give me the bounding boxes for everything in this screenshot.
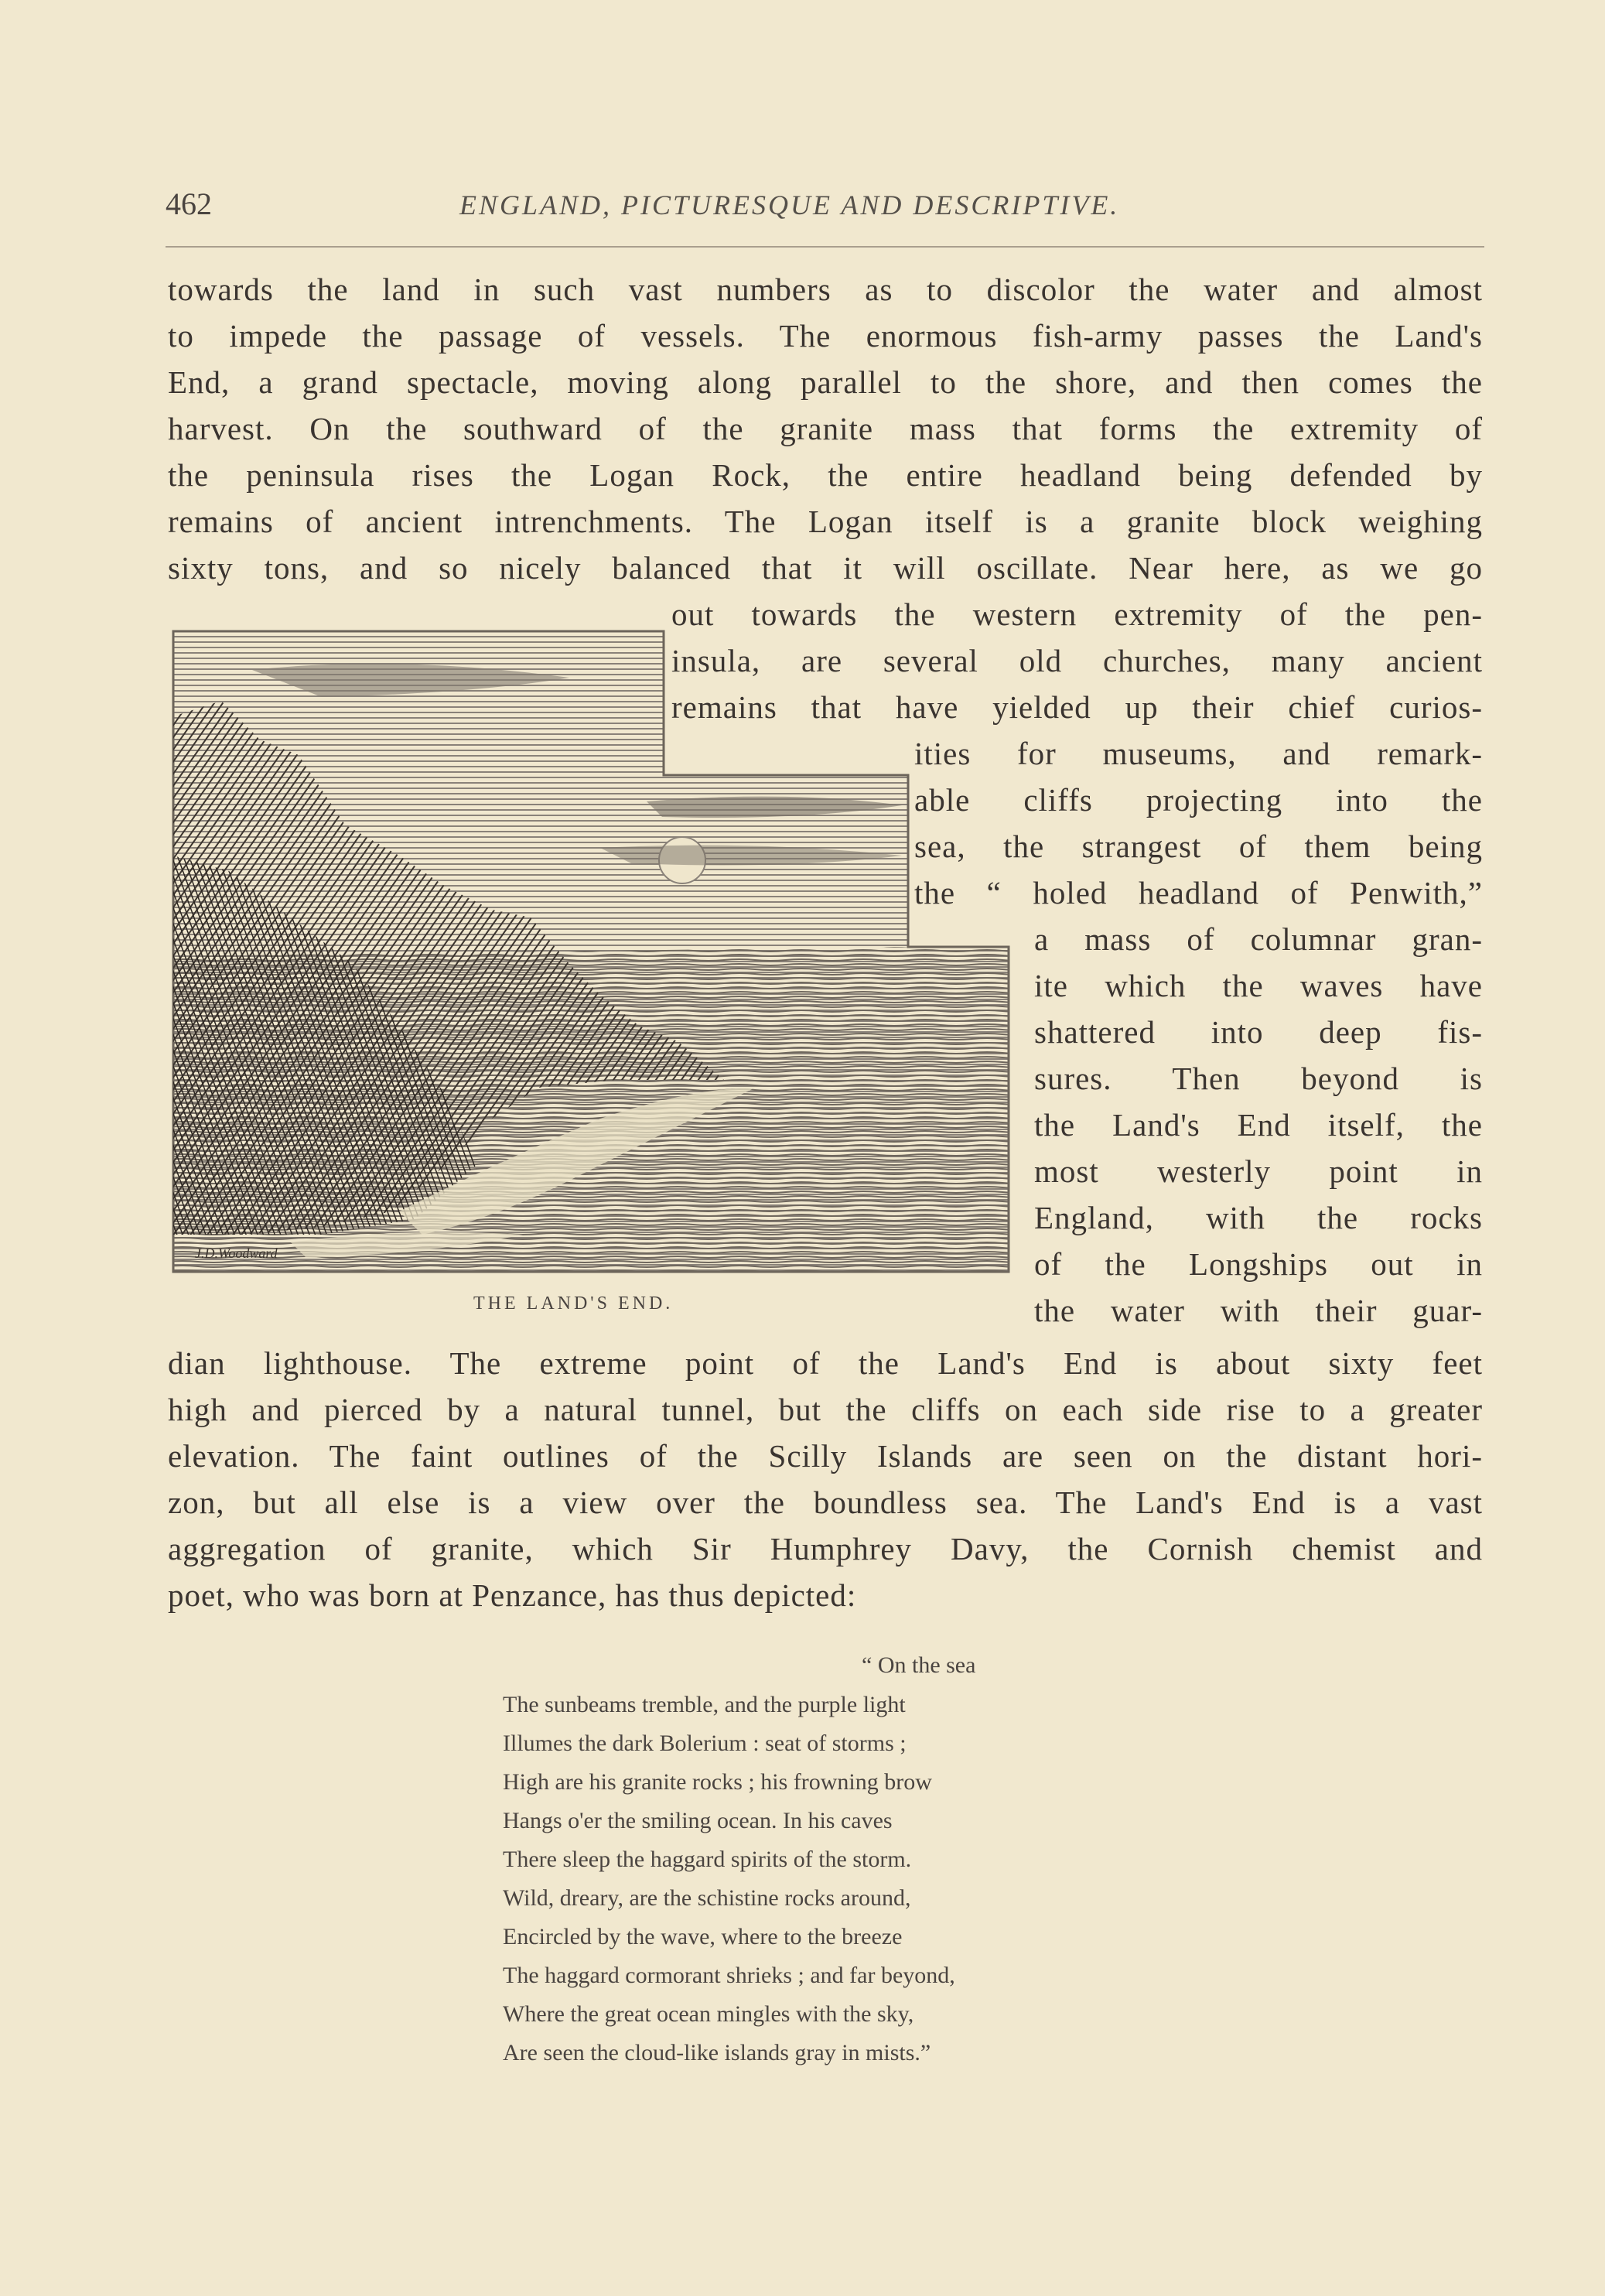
text-line: sea, the strangest of them being [914,829,1483,864]
text-line: zon, but all else is a view over the boundless sea. The Land's End is a vast [168,1485,1483,1520]
page-number: 462 [166,186,212,221]
text-line: the Land's End itself, the [1034,1107,1483,1143]
text-line: aggregation of granite, which Sir Humphrey Davy, the Cornish chemist and [168,1531,1483,1567]
text-line: End, a grand spectacle, moving along parallel to the shore, and then comes the [168,364,1483,400]
text-line: elevation. The faint outlines of the Scilly Islands are seen on the distant hori- [168,1438,1483,1474]
text-line: the “ holed headland of Penwith,” [914,875,1483,911]
text-line: able cliffs projecting into the [914,782,1483,818]
text-line: sixty tons, and so nicely balanced that it will oscillate. Near here, as we go [168,550,1483,586]
text-line: insula, are several old churches, many ancient [671,643,1483,678]
text-line: sures. Then beyond is [1034,1061,1483,1096]
text-line: remains of ancient intrenchments. The Logan itself is a granite block weighing [168,504,1483,539]
text-line: England, with the rocks [1034,1200,1483,1235]
text-line: remains that have yielded up their chief curios- [671,689,1483,725]
artist-signature: J.D.Woodward [195,1245,278,1261]
text-line: most westerly point in [1034,1153,1483,1189]
poem-line: Illumes the dark Bolerium : seat of storms ; [503,1731,907,1756]
poem-line: Wild, dreary, are the schistine rocks around, [503,1885,911,1911]
text-line: shattered into deep fis- [1034,1014,1483,1050]
running-title: ENGLAND, PICTURESQUE AND DESCRIPTIVE. [459,190,1120,220]
poem-line: High are his granite rocks ; his frowning brow [503,1769,932,1795]
text-line: of the Longships out in [1034,1246,1483,1282]
poem-line: Encircled by the wave, where to the breeze [503,1924,903,1949]
poem-line: The haggard cormorant shrieks ; and far beyond, [503,1963,955,1988]
illustration-caption: THE LAND'S END. [473,1293,674,1314]
text-line: the peninsula rises the Logan Rock, the entire headland being defended by [168,457,1483,493]
text-line: poet, who was born at Penzance, has thus depicted: [168,1577,857,1613]
lands-end-engraving [167,624,1015,1275]
text-line: out towards the western extremity of the pen- [671,596,1483,632]
text-line: ities for museums, and remark- [914,736,1483,771]
text-line: the water with their guar- [1034,1293,1483,1328]
text-line: towards the land in such vast numbers as to discolor the water and almost [168,272,1483,307]
header-rule [166,246,1484,248]
poem-line: Where the great ocean mingles with the sky, [503,2001,914,2027]
poem-line: Hangs o'er the smiling ocean. In his caves [503,1808,893,1833]
text-line: ite which the waves have [1034,968,1483,1003]
poem-line: The sunbeams tremble, and the purple light [503,1692,906,1717]
text-line: dian lighthouse. The extreme point of the Land's End is about sixty feet [168,1345,1483,1381]
text-line: to impede the passage of vessels. The enormous fish-army passes the Land's [168,318,1483,354]
text-line: a mass of columnar gran- [1034,921,1483,957]
poem-line: “ On the sea [862,1652,976,1678]
poem-line: There sleep the haggard spirits of the storm. [503,1847,912,1872]
text-line: harvest. On the southward of the granite mass that forms the extremity of [168,411,1483,446]
poem-line: Are seen the cloud-like islands gray in mists.” [503,2040,931,2065]
page-header [166,186,1484,232]
text-line: high and pierced by a natural tunnel, but the cliffs on each side rise to a greater [168,1392,1483,1427]
